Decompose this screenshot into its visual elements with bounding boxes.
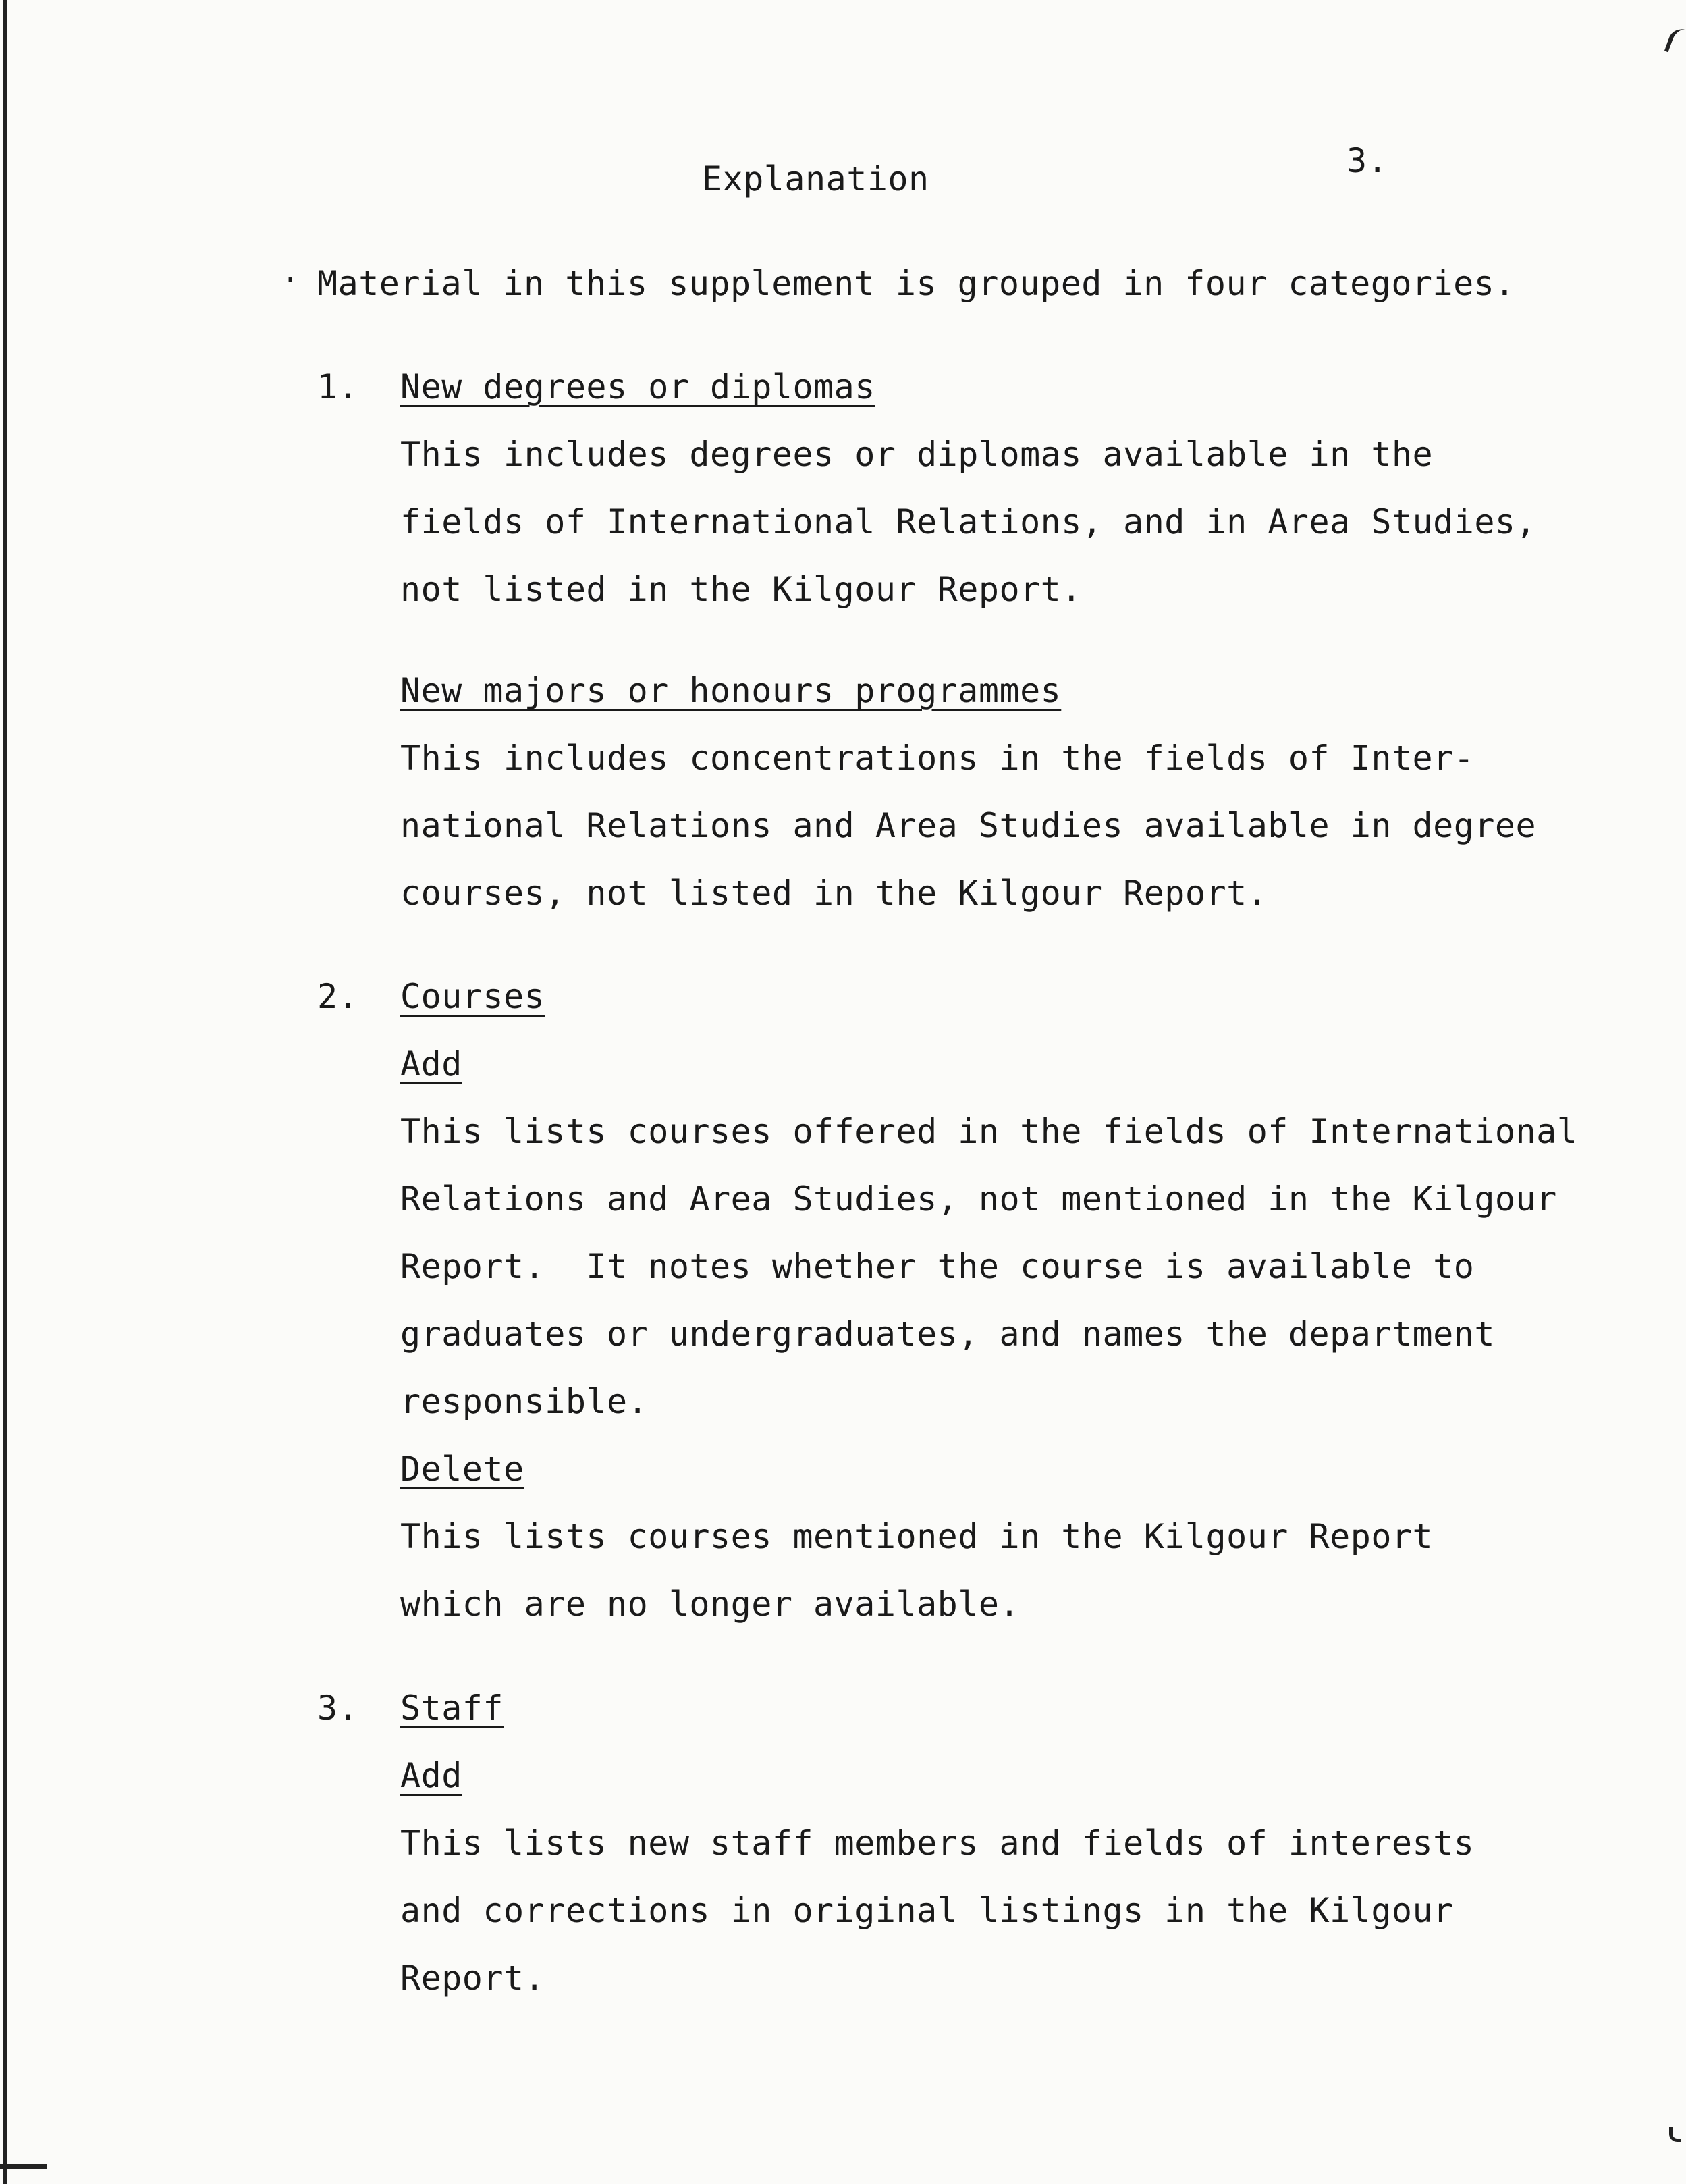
section-2-heading: Courses (400, 977, 545, 1016)
section-1-heading: New degrees or diplomas (400, 367, 875, 406)
section-2-add-line-1: This lists courses offered in the fields of International (400, 1112, 1578, 1151)
section-2-add-line-2: Relations and Area Studies, not mentioned in the Kilgour (400, 1179, 1557, 1219)
section-2-number: 2. (317, 977, 358, 1016)
section-3-add-label: Add (400, 1756, 462, 1795)
section-2-delete-line-1: This lists courses mentioned in the Kilgour Report (400, 1517, 1434, 1556)
scan-mark-bottom-left (0, 2164, 47, 2169)
section-1-subline-1: This includes concentrations in the fields of Inter- (400, 739, 1475, 778)
page-edge-shadow (3, 0, 7, 2184)
scan-mark-bottom-right (1669, 2127, 1681, 2142)
section-3-add-line-2: and corrections in original listings in the Kilgour (400, 1891, 1454, 1930)
section-2-add-line-4: graduates or undergraduates, and names the department (400, 1314, 1495, 1354)
section-3-heading: Staff (400, 1688, 504, 1728)
intro-text: Material in this supplement is grouped in four categories. (317, 264, 1515, 303)
section-2-add-label: Add (400, 1044, 462, 1084)
section-3-add-line-1: This lists new staff members and fields of interests (400, 1823, 1475, 1863)
section-2-add-line-3: Report. It notes whether the course is available to (400, 1247, 1475, 1286)
section-1-subline-2: national Relations and Area Studies available in degree (400, 806, 1537, 845)
section-1-line-2: fields of International Relations, and in Area Studies, (400, 502, 1537, 541)
section-2-add-line-5: responsible. (400, 1382, 649, 1421)
scan-mark-top-right (1664, 26, 1686, 55)
section-1-number: 1. (317, 367, 358, 406)
bullet-mark: · (282, 265, 299, 296)
page-title: Explanation (702, 159, 929, 198)
section-2-delete-line-2: which are no longer available. (400, 1584, 1021, 1624)
page-number: 3. (1347, 141, 1388, 180)
section-3-number: 3. (317, 1688, 358, 1728)
section-1-subheading: New majors or honours programmes (400, 671, 1062, 710)
section-3-add-line-3: Report. (400, 1959, 545, 1998)
section-2-delete-label: Delete (400, 1449, 524, 1489)
section-1-line-1: This includes degrees or diplomas available in the (400, 435, 1434, 474)
section-1-line-3: not listed in the Kilgour Report. (400, 570, 1082, 609)
section-1-subline-3: courses, not listed in the Kilgour Report. (400, 874, 1268, 913)
